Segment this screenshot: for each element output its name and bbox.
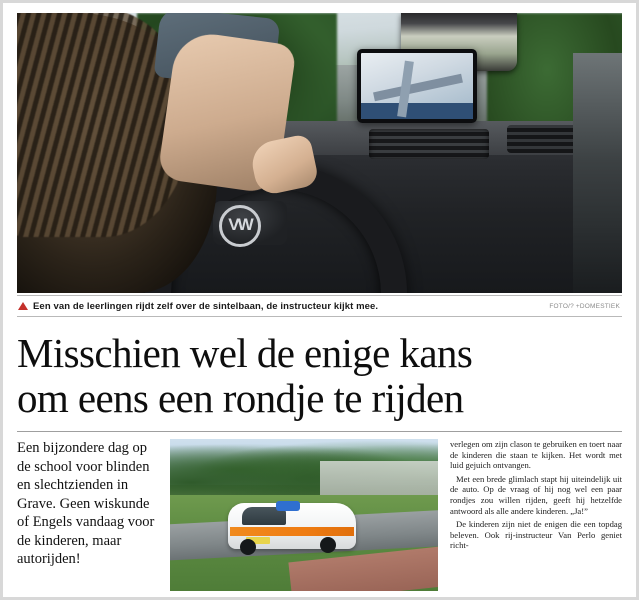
photo-air-vents-right xyxy=(507,125,581,153)
vw-logo-icon: VW xyxy=(219,205,261,247)
headline-line-1: Misschien wel de enige kans xyxy=(17,330,473,376)
body-paragraph: De kinderen zijn niet de enigen die een topdag beleven. Ook rij-instructeur Van Perlo geniet richt- xyxy=(450,519,622,551)
photo-caption-bar xyxy=(17,295,622,317)
photo2-buildings xyxy=(320,461,438,495)
photo-map-water xyxy=(361,103,473,119)
photo2-car-stripe xyxy=(230,527,354,536)
headline xyxy=(17,331,622,421)
secondary-photo-column xyxy=(170,439,450,600)
photo-infotainment-screen xyxy=(357,49,477,123)
photo2-car-wheel-rear xyxy=(320,537,336,553)
body-paragraph: verlegen om zijn clason te gebruiken en toert naar de kinderen die staan te kijken. Het wordt met luid gejuich ontvangen. xyxy=(450,439,622,471)
photo-credit: FOTO/? +DOMESTIEK xyxy=(549,302,620,310)
body-paragraph: Met een brede glimlach stapt hij uiteindelijk uit de auto. Op de vraag of hij nog wel een paar rondjes zou willen rijden, geeft hij hetzelfde antwoord als alle andere kinderen. „Ja!” xyxy=(450,473,622,516)
headline-line-2: om eens een rondje te rijden xyxy=(17,375,464,421)
headline-rule xyxy=(17,431,622,432)
photo-air-vents-center xyxy=(369,129,489,159)
photo-map-road-1 xyxy=(373,74,463,102)
secondary-photo xyxy=(170,439,438,591)
article-columns xyxy=(17,439,622,600)
photo2-car-roof-sign xyxy=(276,501,300,511)
body-text-column xyxy=(450,439,622,600)
hero-photo xyxy=(17,13,622,293)
caption-marker-icon xyxy=(18,302,28,310)
photo2-car-wheel-front xyxy=(240,539,256,555)
photo-caption-text: Een van de leerlingen rijdt zelf over de sintelbaan, de instructeur kijkt mee. xyxy=(33,300,379,312)
article-container xyxy=(17,13,622,591)
photo-car-door xyxy=(573,53,622,293)
lead-paragraph: Een bijzondere dag op de school voor blinden en slechtzienden in Grave. Geen wiskunde of Engels vandaag voor de kinderen, maar autorijden! xyxy=(17,440,155,567)
